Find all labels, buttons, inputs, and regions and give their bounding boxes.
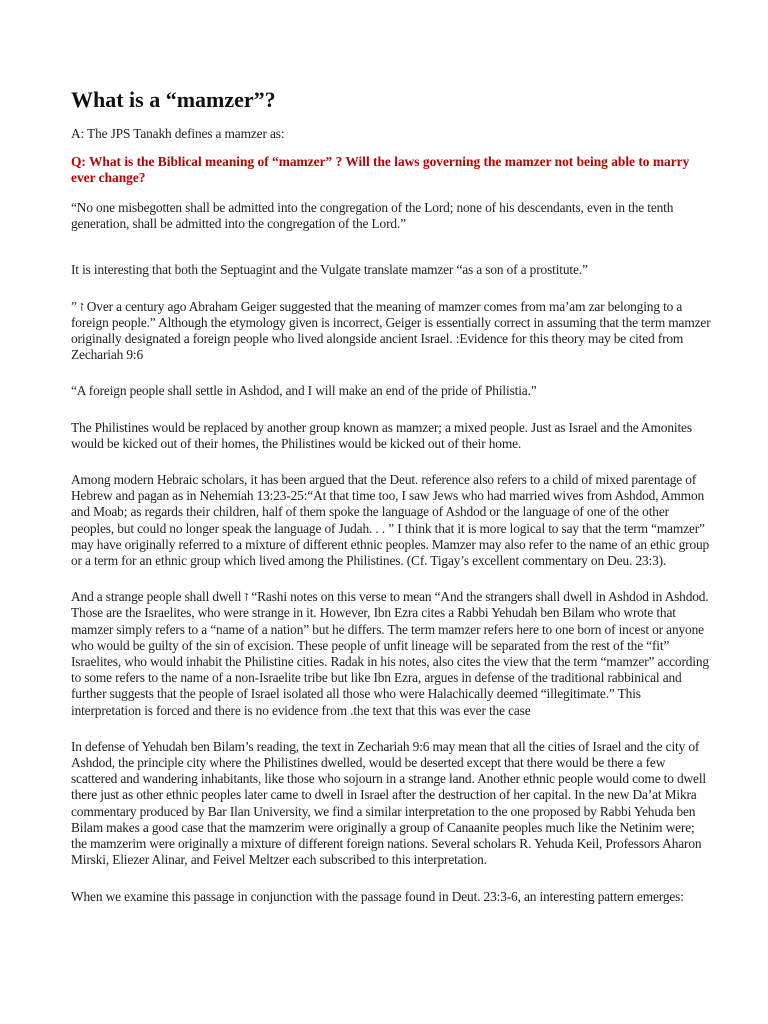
paragraph-rashi: And a strange people shall dwell ז “Rashi notes on this verse to mean “And the strangers shall dwell in Ashdod in Ashdod. Those are the Israelites, who were strange in it. However, Ibn Ezra cites a Rabbi Yehudah ben Bilam who wrote that mamzer simply refers to a “name of a nation” but he differs. The term mamzer refers here to one born of incest or anyone who would be guilty of the sin of excision. These people of unfit lineage will be separated from the rest of the “fit” Israelites, who would inhabit the Philistine cities. Radak in his notes, also cites the view that the term “mamzer” according to some refers to the name of a non-Israelite tribe but like Ibn Ezra, argues in defense of the traditional rabbinical and further suggests that the people of Israel isolated all those who were Halachically deemed “illegitimate.” This interpretation is forced and there is no evidence from .the text that this was ever the case (71, 589, 709, 718)
paragraph-quote-zechariah: “A foreign people shall settle in Ashdod, and I will make an end of the pride of Philistia.” (71, 383, 537, 399)
paragraph-quote-definition: “No one misbegotten shall be admitted into the congregation of the Lord; none of his descendants, even in the tenth generation, shall be admitted into the congregation of the Lord.” (71, 200, 674, 232)
paragraph-ben-bilam: In defense of Yehudah ben Bilam’s reading, the text in Zechariah 9:6 may mean that all the cities of Israel and the city of Ashdod, the principle city where the Philistines dwelled, would be deserted except that there would be there a few scattered and wandering inhabitants, like those who sojourn in a strange land. Another ethnic people would come to dwell there just as other ethnic peoples later came to dwell in Israel after the destruction of her capital. In the new Da’at Mikra commentary produced by Bar Ilan University, we find a similar interpretation to the one proposed by Rabbi Yehuda ben Bilam makes a good case that the mamzerim were originally a group of Canaanite peoples much like the Netinim were; the mamzerim were originally a mixture of different foreign nations. Several scholars R. Yehuda Keil, Professors Aharon Mirski, Eliezer Alinar, and Feivel Meltzer each subscribed to this interpretation. (71, 738, 706, 868)
paragraph-philistines: The Philistines would be replaced by another group known as mamzer; a mixed people. Just as Israel and the Amonites would be kicked out of their homes, the Philistines would be kicked out of their home. (71, 419, 692, 451)
intro-text: A: The JPS Tanakh defines a mamzer as: (71, 126, 285, 141)
paragraph-septuagint: It is interesting that both the Septuagint and the Vulgate translate mamzer “as a son of a prostitute.” (71, 262, 588, 278)
paragraph-modern-scholars: Among modern Hebraic scholars, it has been argued that the Deut. reference also refers to a child of mixed parentage of Hebrew and pagan as in Nehemiah 13:23-25:“At that time too, I saw Jews who had married wives from Ashdod, Ammon and Moab; as regards their children, half of them spoke the language of Ashdod or the language of one of the other peoples, but could no longer speak the language of Judah. . . ” I think that it is more logical to say that the term “mamzer” may have originally referred to a mixture of different ethnic peoples. Mamzer may also refer to the name of an ethic group or a term for an ethnic group which lived among the Philistines. (Cf. Tigay’s excellent commentary on Deu. 23:3). (71, 472, 710, 569)
document-page (71, 86, 711, 905)
paragraph-deut-pattern: When we examine this passage in conjunction with the passage found in Deut. 23:3-6, an interesting pattern emerges: (71, 888, 684, 904)
page-title: What is a “mamzer”? (71, 87, 276, 112)
paragraph-geiger: ” ז Over a century ago Abraham Geiger suggested that the meaning of mamzer comes from ma’am zar belonging to a foreign people.” Although the etymology given is incorrect, Geiger is essentially correct in assuming that the term mamzer originally designated a foreign people who lived alongside ancient Israel. :Evidence for this theory may be cited from Zechariah 9:6 (71, 298, 711, 363)
question-text: Q: What is the Biblical meaning of “mamzer” ? Will the laws governing the mamzer not being able to marry ever change? (71, 154, 690, 186)
